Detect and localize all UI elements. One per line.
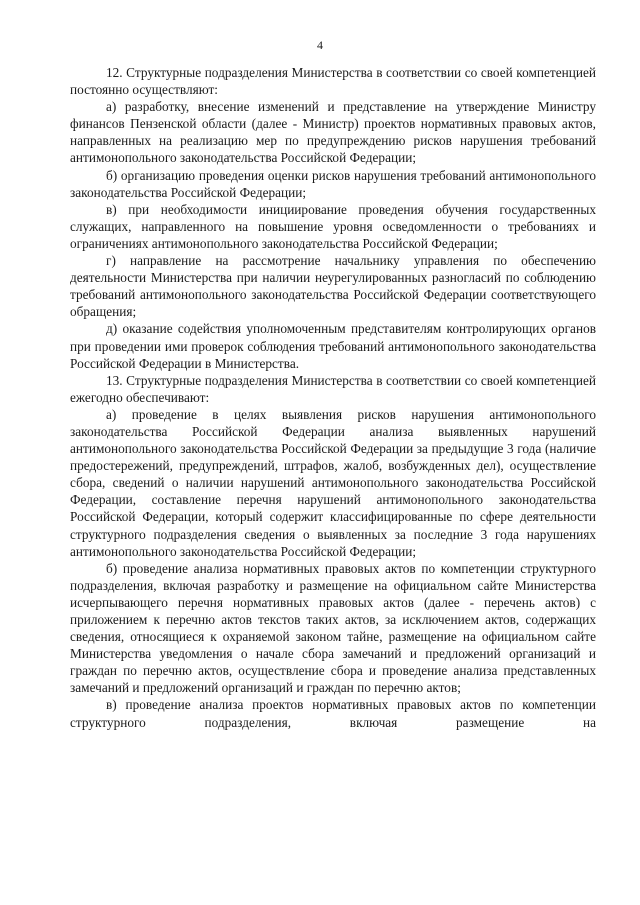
paragraph-13-b: б) проведение анализа нормативных правовых актов по компетенции структурного подразделения, включая разработку и размещение на официальном сайте Министерства исчерпывающего перечня нормативных правовых актов (далее - перечень актов) с приложением к перечню актов текстов таких актов, за исключением актов, содержащих сведения, относящиеся к охраняемой законом тайне, размещение на официальном сайте Министерства уведомления о начале сбора замечаний и предложений организаций и граждан по перечню актов, осуществление сбора и проведение анализа представленных замечаний и предложений организаций и граждан по перечню актов; — [70, 560, 596, 696]
paragraph-12-b: б) организацию проведения оценки рисков нарушения требований антимонопольного законодательства Российской Федерации; — [70, 167, 596, 200]
paragraph-12-v: в) при необходимости инициирование проведения обучения государственных служащих, направленного на повышение уровня осведомленности о требованиях и ограничениях антимонопольного законодательства Российской Федерации; — [70, 201, 596, 251]
paragraph-13-v: в) проведение анализа проектов нормативных правовых актов по компетенции структурного подразделения, включая размещение на — [70, 697, 596, 730]
page-number: 4 — [317, 38, 323, 52]
paragraph-13-a: а) проведение в целях выявления рисков нарушения антимонопольного законодательства Российской Федерации анализа выявленных нарушений антимонопольного законодательства Российской Федерации за предыдущие 3 года (наличие предостережений, предупреждений, штрафов, жалоб, возбужденных дел), осуществление сбора, сведений о наличии нарушений антимонопольного законодательства Российской Федерации, составление перечня нарушений антимонопольного законодательства Российской Федерации, который содержит классифицированные по сфере деятельности структурного подразделения сведения о выявленных за последние 3 года нарушениях антимонопольного законодательства Российской Федерации; — [70, 406, 596, 559]
document-body — [70, 64, 596, 731]
paragraph-12-a: а) разработку, внесение изменений и представление на утверждение Министру финансов Пензенской области (далее - Министр) проектов нормативных правовых актов, направленных на реализацию мер по предупреждению рисков нарушения требований антимонопольного законодательства Российской Федерации; — [70, 99, 596, 166]
paragraph-13: 13. Структурные подразделения Министерства в соответствии со своей компетенцией ежегодно обеспечивают: — [70, 372, 596, 405]
paragraph-12-d: д) оказание содействия уполномоченным представителям контролирующих органов при проведении ими проверок соблюдения требований антимонопольного законодательства Российской Федерации в Министерства. — [70, 321, 596, 371]
paragraph-12-g: г) направление на рассмотрение начальнику управления по обеспечению деятельности Министерства при наличии неурегулированных разногласий по соблюдению требований антимонопольного законодательства Российской Федерации соответствующего обращения; — [70, 253, 596, 320]
paragraph-12: 12. Структурные подразделения Министерства в соответствии со своей компетенцией постоянно осуществляют: — [70, 65, 596, 98]
